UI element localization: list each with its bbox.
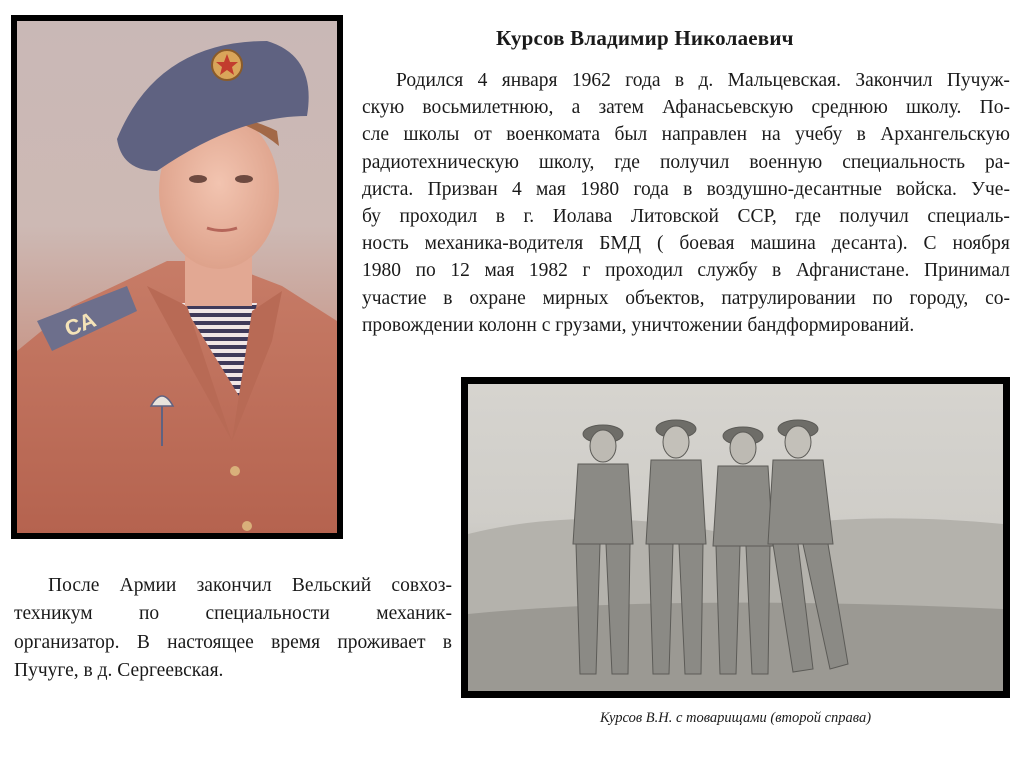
after-text-line: После Армии закончил Вельский совхоз- <box>48 575 452 596</box>
bio-text-line: ность механика-водителя БМД ( боевая машина десанта). С ноября <box>362 233 1010 255</box>
after-text-line: Пучуге, в д. Сергеевская. <box>14 659 224 681</box>
portrait-photo-frame <box>11 15 343 539</box>
bio-text-line: Родился 4 января 1962 года в д. Мальцевская. Закончил Пучуж- <box>396 70 1010 91</box>
bio-text-line: диста. Призван 4 мая 1980 года в воздушно-десантные войска. Уче- <box>362 178 1010 200</box>
group-illustration <box>468 384 1003 691</box>
after-text-line: организатор. В настоящее время проживает в <box>14 631 452 653</box>
page-title: Курсов Владимир Николаевич <box>496 26 794 50</box>
bio-text-line: участие в охране мирных объектов, патрулировании по городу, со- <box>362 287 1010 309</box>
portrait-illustration <box>17 21 337 533</box>
group-photo-caption: Курсов В.Н. с товарищами (второй справа) <box>600 710 872 726</box>
bio-text-line: сле школы от военкомата был направлен на учебу в Архангельскую <box>362 124 1010 146</box>
after-text-line: техникум по специальности механик- <box>14 603 452 625</box>
bio-text-line: провождении колонн с грузами, уничтожении бандформирований. <box>362 314 915 336</box>
shoulder-patch-text: СА <box>61 306 100 342</box>
group-photo <box>468 384 1003 691</box>
bio-text-line: 1980 по 12 мая 1982 г проходил службу в Афганистане. Принимал <box>362 260 1010 282</box>
portrait-photo <box>17 21 337 533</box>
bio-text-line: скую восьмилетнюю, а затем Афанасьевскую среднюю школу. По- <box>362 97 1010 119</box>
group-photo-frame <box>461 377 1010 698</box>
bio-text-line: радиотехническую школу, где получил военную специальность ра- <box>362 151 1010 173</box>
bio-text-line: бу проходил в г. Иолава Литовской ССР, где получил специаль- <box>362 205 1010 227</box>
biography-paragraph <box>362 67 1010 339</box>
after-army-paragraph <box>14 572 452 685</box>
